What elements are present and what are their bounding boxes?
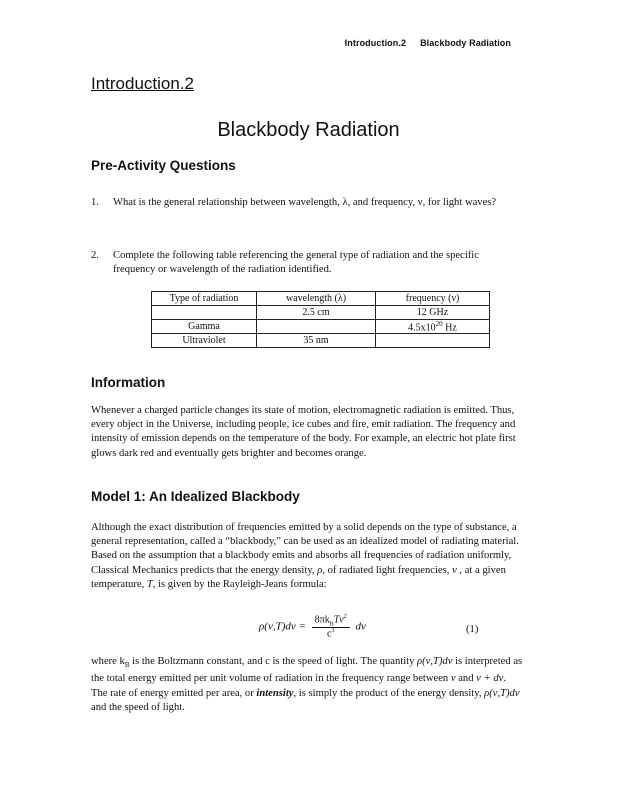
table-row	[152, 306, 490, 320]
intensity-term: intensity	[256, 687, 294, 699]
table-cell: 2.5 cm	[257, 306, 376, 320]
equation-denominator	[312, 628, 350, 639]
question-2-text: Complete the following table referencing the general type of radiation and the specific frequency or wavelength of the radiation identified.	[113, 250, 479, 276]
radiation-table	[151, 291, 490, 348]
model1-p1-text: Although the exact distribution of frequencies emitted by a solid depends on the type of substance, a general representation, called a “blackbody,” can be used as an idealized model of radiating material. Based on the assumption that a blackbody emits and absorbs all frequencies of radiation uniformly, Classical Mechanics predicts that the energy density,	[91, 522, 519, 576]
model1-p1-text: , is given by the Rayleigh-Jeans formula:	[152, 578, 327, 590]
model1-heading: Model 1: An Idealized Blackbody	[91, 489, 300, 504]
table-header-cell: Type of radiation	[152, 292, 257, 306]
table-header-row	[152, 292, 490, 306]
nu-symbol: ν	[452, 564, 457, 576]
question-2-number: 2.	[91, 250, 99, 261]
equation-number: (1)	[466, 624, 479, 635]
model1-p2-text: is the Boltzmann constant, and c is the speed of light. The quantity	[129, 656, 418, 667]
table-cell[interactable]	[152, 306, 257, 320]
table-row	[152, 320, 490, 334]
running-header-topic: Blackbody Radiation	[420, 38, 511, 48]
equation-rhs: dν	[355, 620, 366, 633]
model1-p1-text: , of radiated light frequencies,	[322, 564, 453, 576]
frequency-unit: Hz	[442, 322, 457, 334]
model1-p2-text: and	[455, 673, 477, 685]
equation-fraction	[312, 614, 350, 640]
energy-density-expression: ρ(ν,T)dν	[417, 656, 453, 667]
question-1	[91, 196, 523, 210]
rho-symbol: ρ	[317, 564, 323, 576]
numerator-subscript: B	[329, 621, 334, 628]
frequency-exponent: 20	[435, 320, 443, 328]
model1-p2-text: is interpreted as the total energy emitted per unit volume of radiation in the frequency range between	[91, 656, 523, 685]
frequency-range-expression: ν + dν	[476, 673, 504, 685]
boltzmann-subscript: B	[124, 661, 130, 670]
model1-p2-text: . The rate of energy emitted per area, or	[91, 673, 506, 699]
section-link[interactable]: Introduction.2	[91, 74, 195, 93]
rayleigh-jeans-equation	[259, 614, 366, 640]
table-header-cell: frequency (ν)	[376, 292, 490, 306]
numerator-variables: Tν	[333, 614, 344, 626]
numerator-text: 8πk	[314, 614, 330, 626]
table-cell: Gamma	[152, 320, 257, 334]
pre-activity-heading: Pre-Activity Questions	[91, 158, 236, 173]
information-paragraph: Whenever a charged particle changes its state of motion, electromagnetic radiation is emitted. Thus, every object in the Universe, including people, ice cubes and fire, emit radiation. The frequency and intensity of emission depends on the temperature of the body. For example, an electric hot plate first glows dark red and eventually gets brighter and becomes orange.	[91, 405, 516, 459]
running-header-section: Introduction.2	[344, 38, 407, 48]
table-cell[interactable]	[257, 320, 376, 334]
table-cell: 35 nm	[257, 334, 376, 348]
frequency-mantissa: 4.5x10	[408, 322, 436, 334]
energy-density-expression: ρ(ν,T)dν	[484, 687, 520, 699]
question-1-text: What is the general relationship between wavelength, λ, and frequency, ν, for light waves?	[113, 197, 497, 208]
temperature-symbol: T	[146, 578, 153, 590]
table-cell: 12 GHz	[376, 306, 490, 320]
table-cell-frequency	[376, 320, 490, 334]
model1-paragraph-2	[91, 655, 523, 715]
nu-symbol: ν	[450, 673, 456, 685]
denominator-text: c	[326, 628, 332, 640]
model1-p2-text: and the speed of light.	[91, 701, 185, 713]
model1-p2-text: where k	[91, 656, 125, 667]
table-row	[152, 334, 490, 348]
model1-paragraph-1	[91, 521, 523, 592]
table-cell[interactable]	[376, 334, 490, 348]
numerator-exponent: 2	[343, 614, 347, 620]
question-2	[91, 249, 523, 277]
table-header-cell: wavelength (λ)	[257, 292, 376, 306]
table-cell: Ultraviolet	[152, 334, 257, 348]
information-heading: Information	[91, 375, 166, 390]
model1-p1-text: , at a given temperature,	[91, 564, 506, 590]
page-title: Blackbody Radiation	[217, 119, 400, 141]
question-1-number: 1.	[91, 197, 99, 208]
model1-p2-text: , is simply the product of the energy density,	[293, 687, 485, 699]
equation-numerator	[312, 614, 350, 628]
running-header	[345, 38, 511, 48]
denominator-exponent: 3	[331, 628, 335, 635]
equation-lhs: ρ(ν,T)dν =	[259, 620, 306, 633]
